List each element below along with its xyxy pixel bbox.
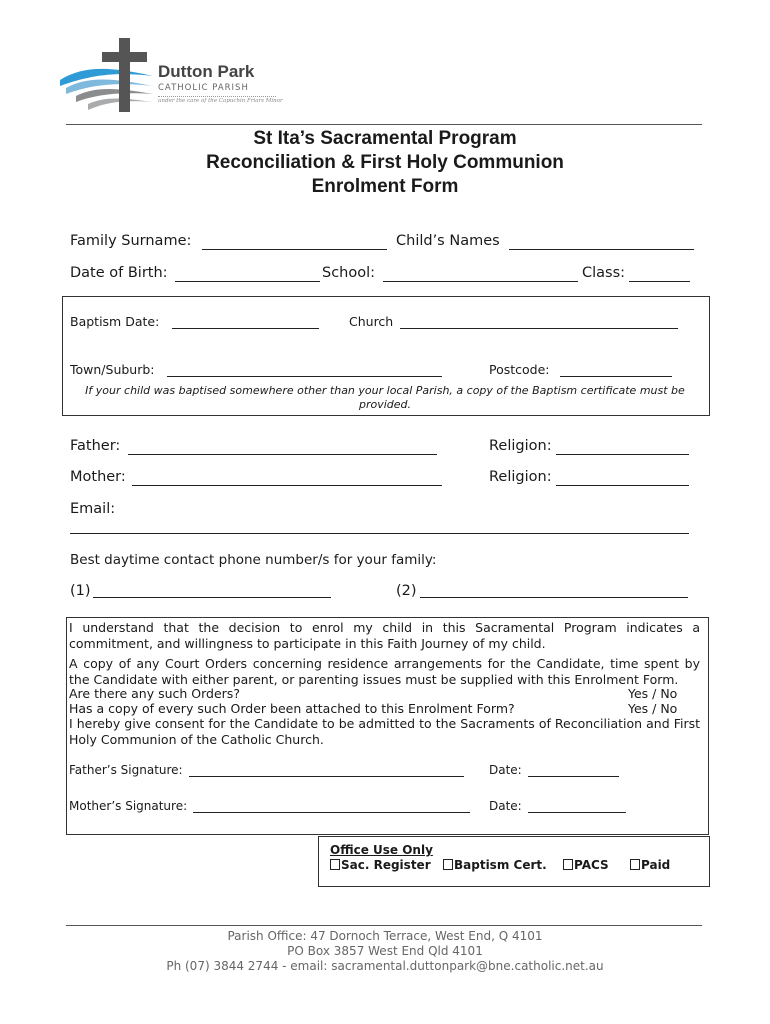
mother-signature-field[interactable]	[193, 812, 470, 813]
church-field[interactable]	[400, 328, 678, 329]
logo-divider	[158, 96, 276, 97]
father-signature-label: Father’s Signature:	[69, 763, 183, 777]
class-label: Class:	[582, 265, 626, 281]
phone-1-label: (1)	[70, 583, 91, 599]
phone-prompt: Best daytime contact phone number/s for your family:	[70, 552, 437, 568]
orders-attached-answer[interactable]: Yes / No	[628, 701, 678, 716]
father-religion-label: Religion:	[489, 438, 552, 454]
postcode-label: Postcode:	[489, 362, 550, 377]
footer-address: Parish Office: 47 Dornoch Terrace, West End, Q 4101	[227, 929, 543, 943]
town-suburb-field[interactable]	[167, 376, 442, 377]
phone-2-field[interactable]	[420, 597, 688, 598]
father-label: Father:	[70, 438, 121, 454]
mother-date-field[interactable]	[528, 812, 626, 813]
phone-1-field[interactable]	[93, 597, 331, 598]
checkbox-icon[interactable]	[330, 859, 340, 870]
office-paid-label: Paid	[641, 858, 671, 872]
town-suburb-label: Town/Suburb:	[70, 362, 155, 377]
date-of-birth-field[interactable]	[175, 281, 320, 282]
father-field[interactable]	[128, 454, 437, 455]
family-surname-field[interactable]	[202, 249, 387, 250]
office-baptism-cert-label: Baptism Cert.	[454, 858, 547, 872]
program-title: St Ita’s Sacramental Program	[253, 128, 517, 149]
school-field[interactable]	[383, 281, 578, 282]
email-field[interactable]	[70, 533, 689, 534]
logo-tagline: under the care of the Capuchin Friars Minor	[158, 98, 283, 104]
baptism-date-label: Baptism Date:	[70, 314, 160, 329]
school-label: School:	[322, 265, 376, 281]
logo-subtitle: CATHOLIC PARISH	[158, 83, 249, 93]
baptism-date-field[interactable]	[172, 328, 319, 329]
checkbox-icon[interactable]	[443, 859, 453, 870]
family-surname-label: Family Surname:	[70, 233, 192, 249]
consent-commitment-text: I understand that the decision to enrol my child in this Sacramental Program indicates a commitment, and willingness to participate in this Faith Journey of my child.	[69, 620, 700, 651]
logo-name: Dutton Park	[158, 62, 255, 81]
mother-signature-label: Mother’s Signature:	[69, 799, 188, 813]
cross-waves-emblem-icon	[58, 36, 158, 116]
header-rule	[66, 124, 702, 125]
orders-attached-question: Has a copy of every such Order been attached to this Enrolment Form?	[69, 701, 515, 716]
parish-logo	[58, 36, 288, 116]
mother-religion-label: Religion:	[489, 469, 552, 485]
office-pacs-checkbox[interactable]	[563, 858, 609, 872]
orders-question: Are there any such Orders?	[69, 686, 240, 701]
father-date-field[interactable]	[528, 776, 619, 777]
mother-field[interactable]	[132, 485, 442, 486]
consent-sacraments-text: I hereby give consent for the Candidate to be admitted to the Sacraments of Reconciliation and First Holy Communion of the Catholic Church.	[69, 716, 700, 747]
childs-names-label: Child’s Names	[396, 233, 500, 249]
court-orders-text: A copy of any Court Orders concerning residence arrangements for the Candidate, time spent by the Candidate with either parent, or parenting issues must be supplied with this Enrolment Form.	[69, 656, 700, 687]
class-field[interactable]	[629, 281, 690, 282]
baptism-certificate-note: If your child was baptised somewhere other than your local Parish, a copy of the Baptism certificate must be provided.	[85, 384, 685, 411]
email-label: Email:	[70, 501, 116, 517]
checkbox-icon[interactable]	[630, 859, 640, 870]
father-religion-field[interactable]	[556, 454, 689, 455]
father-signature-field[interactable]	[189, 776, 464, 777]
father-date-label: Date:	[489, 763, 522, 777]
office-pacs-label: PACS	[574, 858, 609, 872]
mother-date-label: Date:	[489, 799, 522, 813]
office-sac-register-checkbox[interactable]	[330, 858, 431, 872]
office-baptism-cert-checkbox[interactable]	[443, 858, 547, 872]
sacrament-title: Reconciliation & First Holy Communion	[206, 152, 564, 173]
office-paid-checkbox[interactable]	[630, 858, 670, 872]
checkbox-icon[interactable]	[563, 859, 573, 870]
footer-rule	[66, 925, 702, 926]
postcode-field[interactable]	[560, 376, 672, 377]
phone-2-label: (2)	[396, 583, 417, 599]
date-of-birth-label: Date of Birth:	[70, 265, 168, 281]
office-use-heading: Office Use Only	[330, 843, 433, 857]
mother-label: Mother:	[70, 469, 126, 485]
mother-religion-field[interactable]	[556, 485, 689, 486]
footer-contact: Ph (07) 3844 2744 - email: sacramental.duttonpark@bne.catholic.net.au	[166, 959, 604, 973]
office-sac-register-label: Sac. Register	[341, 858, 431, 872]
form-title: Enrolment Form	[311, 176, 459, 197]
church-label: Church	[349, 314, 394, 329]
orders-answer[interactable]: Yes / No	[628, 686, 678, 701]
childs-names-field[interactable]	[509, 249, 694, 250]
footer-po-box: PO Box 3857 West End Qld 4101	[287, 944, 483, 958]
